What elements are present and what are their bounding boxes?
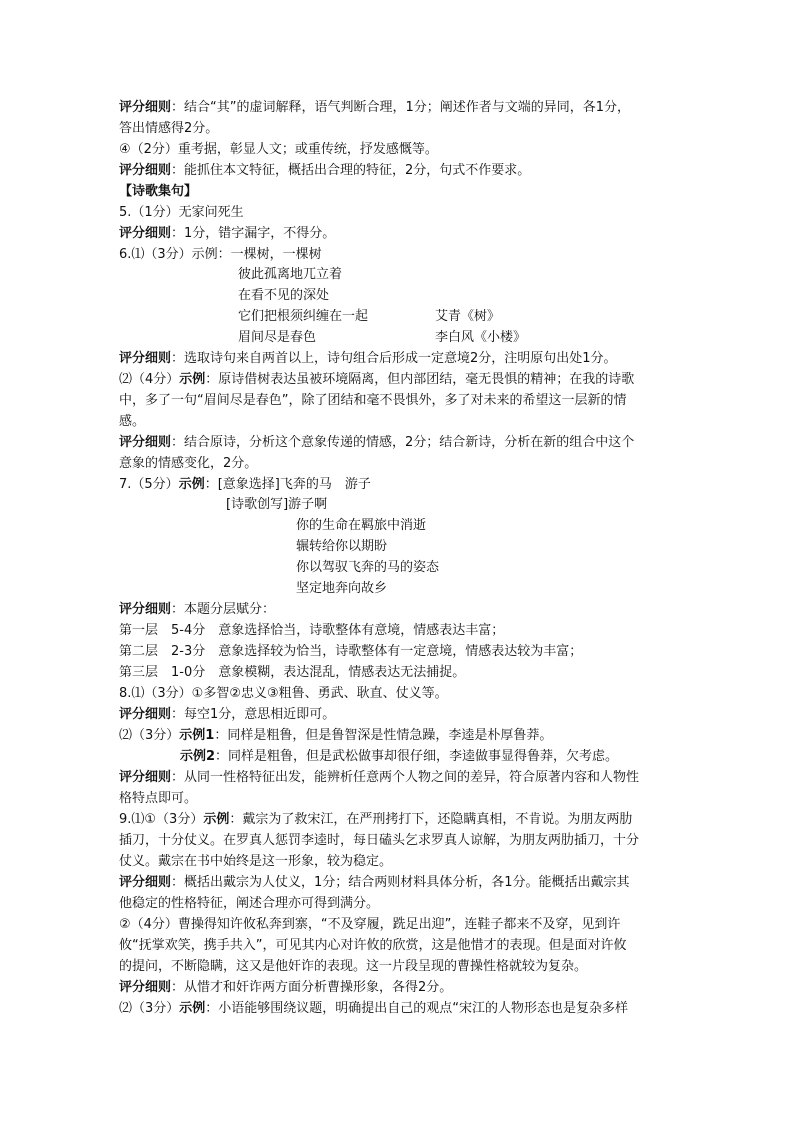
line-text: 5.（1分）无家问死生 [119,205,244,220]
line-label: 评分细则 [119,351,172,366]
text-line [119,599,275,620]
line-text: 插刀，十分仗义。在罗真人惩罚李逵时，每日磕头乞求罗真人谅解，为朋友两肋插刀，十分 [119,833,640,848]
text-line [119,390,626,411]
line-text: 仗义。戴宗在书中始终是这一形象，较为稳定。 [119,854,393,869]
line-text: 眉间尽是春色 [238,330,317,345]
line-label: 评分细则 [119,602,172,617]
line-text: 辗转给你以期盼 [296,539,388,554]
text-line [119,139,438,160]
text-line [119,411,145,432]
poem-line [296,578,387,599]
line-text: ：[意象选择]飞奔的马 游子 [204,477,371,492]
line-text: ：选取诗句来自两首以上，诗句组合后形成一定意境2分，注明原句出处1分。 [171,351,617,366]
text-line [119,956,587,977]
poem-line [238,306,618,327]
line-label: 示例1 [179,728,215,743]
line-text: ：从同一性格特征出发，能辨析任意两个人物之间的差异，符合原著内容和人物性 [171,770,640,785]
line-text: 感。 [119,414,146,429]
text-line [119,620,504,641]
line-prefix: ⑵（3分） [119,1001,180,1016]
text-line [119,453,257,474]
text-line [119,474,371,495]
text-line [119,223,335,244]
line-text: 它们把根须纠缠在一起 [238,309,369,324]
line-text: ：每空1分，意思相近即可。 [171,707,336,722]
line-label: 评分细则 [119,226,172,241]
text-line [119,662,465,683]
text-line [119,830,639,851]
text-line [119,160,530,181]
line-text: 8.⑴（3分）①多智②忠义③粗鲁、勇武、耿直、仗义等。 [119,686,448,701]
poem-line [296,515,426,536]
text-line [119,202,244,223]
line-text: 攸“抚掌欢笑，携手共入”，可见其内心对许攸的欣赏，这是他惜才的表现。但是面对许攸 [119,938,627,953]
line-label: 示例 [178,477,205,492]
line-text: ：原诗借树表达虽被环境隔离，但内部团结，毫无畏惧的精神；在我的诗歌 [205,372,635,387]
line-text: 6.⑴（3分）示例：一棵树，一棵树 [119,247,322,262]
poem-line [238,264,342,285]
line-label: 示例 [203,812,230,827]
line-text: ：本题分层赋分： [171,602,276,617]
line-text: ：概括出戴宗为人仗义，1分；结合两则材料具体分析，各1分。能概括出戴宗其 [171,875,630,890]
line-text: ②（4分）曹操得知许攸私奔到寨，“不及穿履，跣足出迎”，连鞋子都来不及穿，见到许 [119,917,621,932]
text-line [119,872,630,893]
line-text: ：从惜才和奸诈两方面分析曹操形象，各得2分。 [171,980,453,995]
text-line [119,348,617,369]
text-line [119,641,582,662]
line-prefix: 7.（5分） [119,477,179,492]
line-text: ：小语能够围绕议题，明确提出自己的观点“宋江的人物形态也是复杂多样 [205,1001,629,1016]
section-heading [119,181,197,202]
line-label: 示例 [179,372,206,387]
poem-line [226,494,327,515]
line-text: 第三层 1-0分 意象模糊，表达混乱，情感表达无法捕捉。 [119,665,466,680]
text-line [119,683,448,704]
line-text: ：同样是粗鲁，但是武松做事却很仔细，李逵做事显得鲁莽，欠考虑。 [215,749,619,764]
poem-attribution: 艾青《树》 [435,309,501,324]
text-line [119,851,392,872]
poem-line [238,327,618,348]
text-line [119,935,626,956]
line-text: [诗歌创写]游子啊 [226,497,328,512]
line-text: 他稳定的性格特征，阐述合理亦可得到满分。 [119,896,380,911]
line-text: 你的生命在羁旅中消逝 [296,518,427,533]
line-text: 【诗歌集句】 [119,184,198,199]
line-text: ：结合原诗，分析这个意象传递的情感，2分；结合新诗，分析在新的组合中这个 [171,435,635,450]
line-text: ：1分，错字漏字，不得分。 [171,226,336,241]
line-text: ：结合“其”的虚词解释，语气判断合理，1分；阐述作者与文端的异同，各1分， [171,100,631,115]
line-text: 意象的情感变化，2分。 [119,456,258,471]
text-line [180,746,618,767]
line-label: 示例2 [180,749,216,764]
text-line [119,893,379,914]
line-text: ：能抓住本文特征，概括出合理的特征，2分，句式不作要求。 [171,163,531,178]
line-label: 评分细则 [119,770,172,785]
line-text: ：同样是粗鲁，但是鲁智深是性情急躁，李逵是朴厚鲁莽。 [214,728,553,743]
line-text: 在看不见的深处 [238,288,330,303]
text-line [119,97,630,118]
line-text: 中，多了一句“眉间尽是春色”，除了团结和毫不畏惧外，多了对未来的希望这一层新的情 [119,393,627,408]
text-line [119,977,452,998]
line-prefix: ⑵（4分） [119,372,180,387]
line-text: 坚定地奔向故乡 [296,581,388,596]
line-label: 评分细则 [119,435,172,450]
poem-line [296,536,387,557]
line-text: ④（2分）重考据，彰显人文；或重传统，抒发感慨等。 [119,142,438,157]
line-prefix: 9.⑴①（3分） [119,812,204,827]
text-line [119,704,335,725]
line-text: 答出情感得2分。 [119,121,219,136]
line-text: 格特点即可。 [119,791,198,806]
poem-line [238,285,329,306]
text-line [119,432,634,453]
poem-line [296,557,439,578]
line-label: 评分细则 [119,163,172,178]
text-line [119,369,634,390]
text-line [119,767,639,788]
line-text: 的提问，不断隐瞒，这又是他奸诈的表现。这一片段呈现的曹操性格就较为复杂。 [119,959,588,974]
line-text: 彼此孤离地兀立着 [238,267,343,282]
poem-attribution: 李白风《小楼》 [435,330,527,345]
text-line [119,725,552,746]
line-label: 评分细则 [119,980,172,995]
line-text: 第二层 2-3分 意象选择较为恰当，诗歌整体有一定意境，情感表达较为丰富； [119,644,583,659]
text-line [119,244,322,265]
line-prefix: ⑵（3分） [119,728,180,743]
text-line [119,788,197,809]
line-label: 评分细则 [119,100,172,115]
line-label: 示例 [179,1001,206,1016]
text-line [119,914,620,935]
line-text: ：戴宗为了救宋江，在严刑拷打下，还隐瞒真相，不肯说。为朋友两肋 [229,812,633,827]
text-line [119,118,218,139]
line-label: 评分细则 [119,875,172,890]
text-line [119,998,628,1019]
line-text: 你以驾驭飞奔的马的姿态 [296,560,440,575]
line-text: 第一层 5-4分 意象选择恰当，诗歌整体有意境，情感表达丰富； [119,623,505,638]
line-label: 评分细则 [119,707,172,722]
text-line [119,809,632,830]
